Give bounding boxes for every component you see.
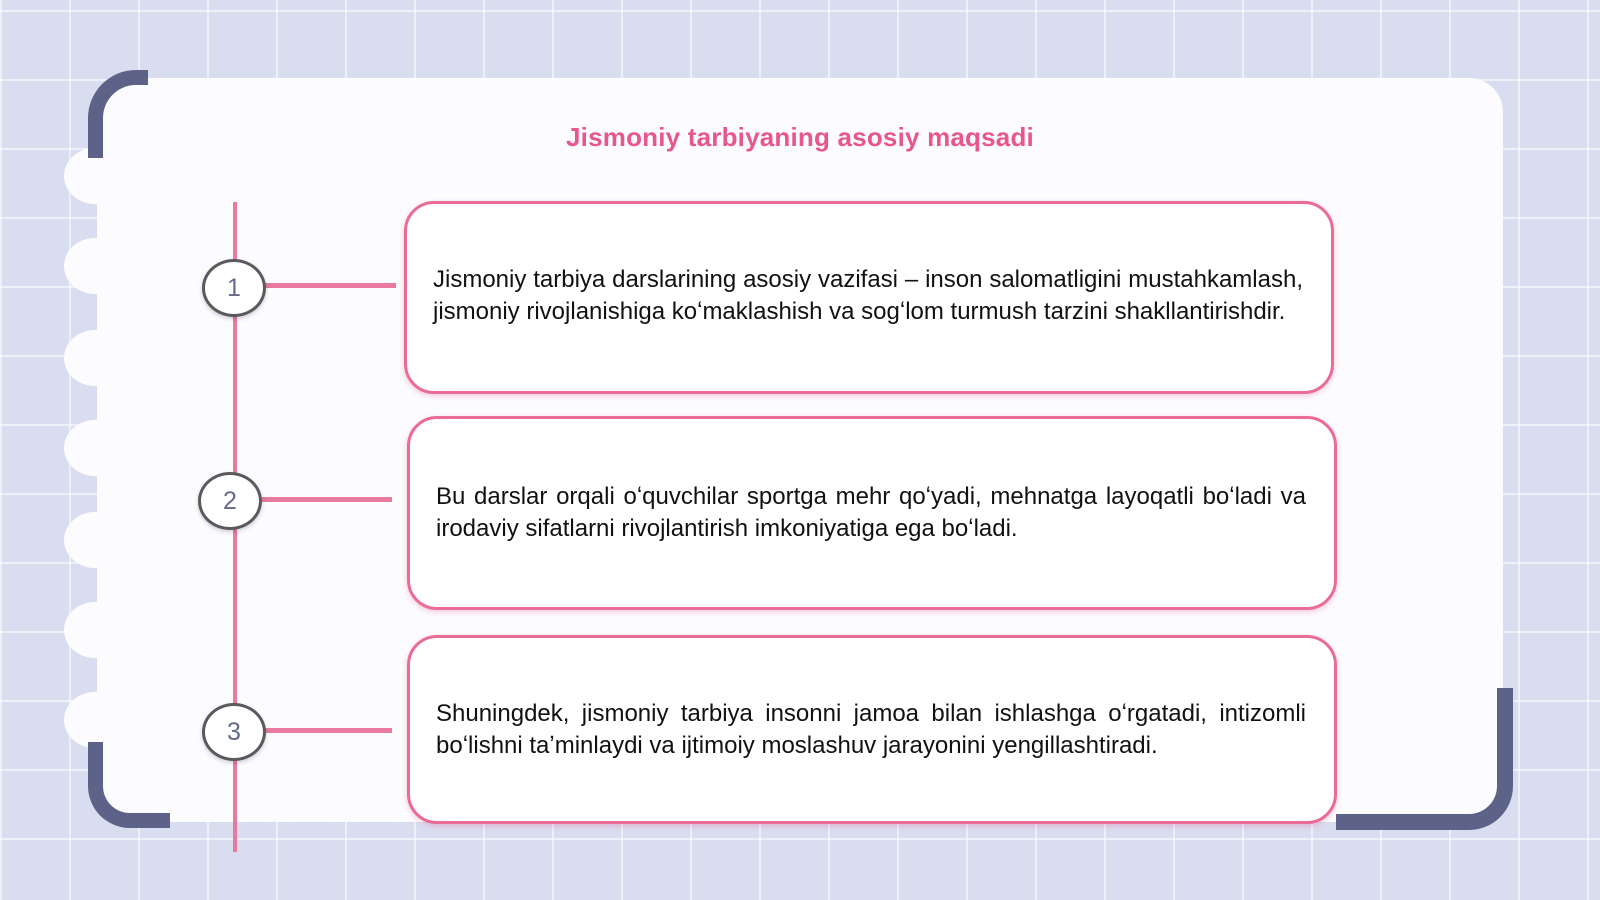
card-binding-bump xyxy=(64,238,126,294)
step-number-3: 3 xyxy=(202,703,266,761)
timeline-connector-2 xyxy=(262,497,392,502)
card-binding-bump xyxy=(64,602,126,658)
card-binding-bump xyxy=(64,330,126,386)
frame-corner-top-left xyxy=(88,70,148,158)
step-text-2: Bu darslar orqali oʻquvchilar sportga mehr qoʻyadi, mehnatga layoqatli boʻladi va irodaviy sifatlarni rivojlantirish imkoniyatiga ega boʻladi. xyxy=(436,483,1306,542)
frame-corner-bottom-left xyxy=(88,742,170,828)
step-box-2 xyxy=(407,416,1337,610)
step-box-1 xyxy=(404,201,1334,394)
step-text-3: Shuningdek, jismoniy tarbiya insonni jamoa bilan ishlashga oʻrgatadi, intizomli boʻlishni taʼminlaydi va ijtimoiy moslashuv jarayonini yengillashtiradi. xyxy=(436,699,1306,759)
step-number-1: 1 xyxy=(202,259,266,317)
step-box-3 xyxy=(407,635,1337,824)
timeline-connector-1 xyxy=(264,283,396,288)
frame-corner-bottom-right xyxy=(1336,688,1513,830)
timeline-connector-3 xyxy=(264,728,392,733)
step-number-2: 2 xyxy=(198,472,262,530)
card-binding-bump xyxy=(64,692,126,748)
slide-title: Jismoniy tarbiyaning asosiy maqsadi xyxy=(566,122,1034,152)
card-binding-bump xyxy=(64,512,126,568)
step-text-1: Jismoniy tarbiya darslarining asosiy vazifasi – inson salomatligini mustahkamlash, jismoniy rivojlanishiga koʻmaklashish va sogʻlom turmush tarzini shakllantirishdir. xyxy=(433,265,1303,325)
card-binding-bump xyxy=(64,420,126,476)
